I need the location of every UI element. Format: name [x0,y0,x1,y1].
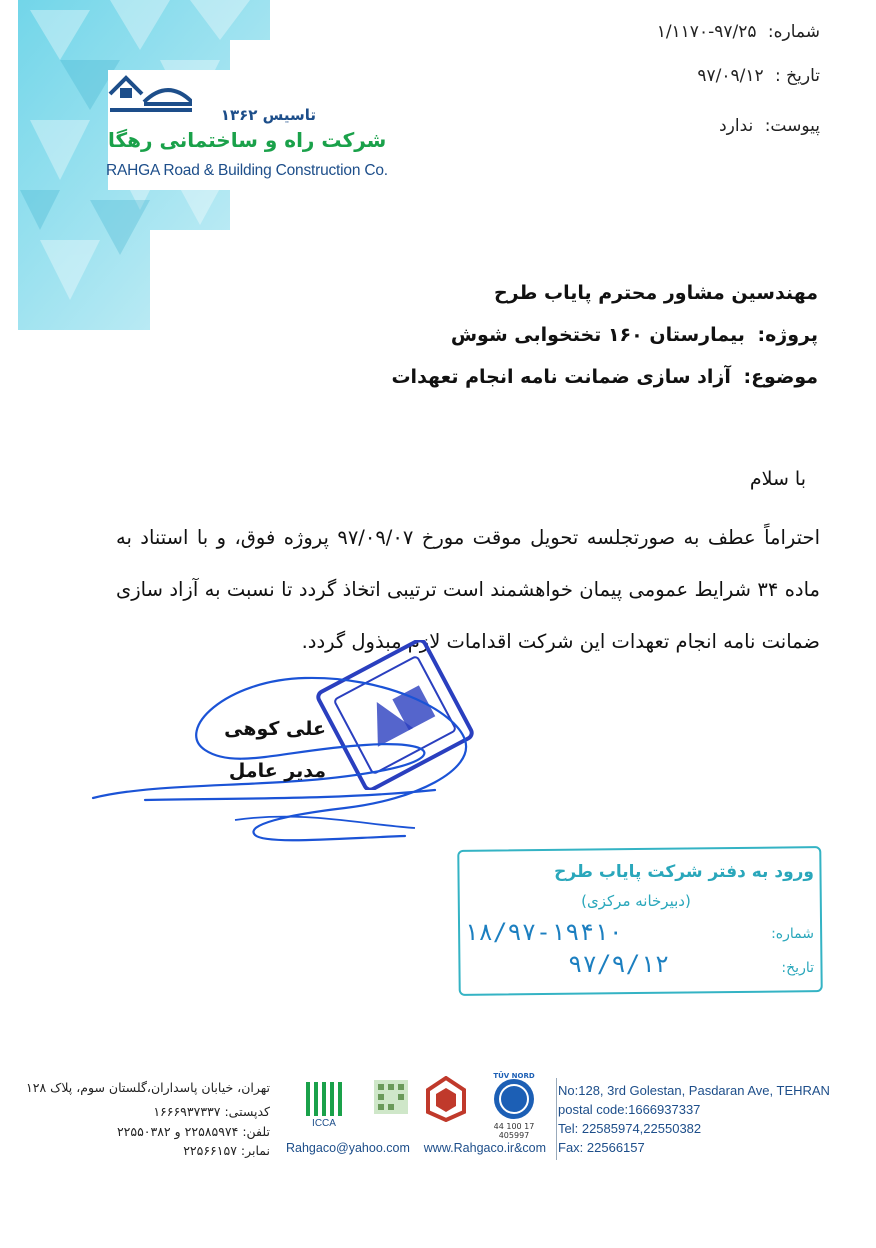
footer-divider [556,1078,557,1160]
letter-subject [258,366,818,388]
footer-email[interactable]: Rahgaco@yahoo.com [286,1141,410,1155]
letter-attachment-label: پیوست: [764,116,820,136]
receipt-date-handwritten: ۹۷/۹/۱۲ [568,950,670,978]
footer-address-fa: تهران، خیابان پاسداران،گلستان سوم، پلاک ۱۲۸ [26,1080,270,1095]
signatory-title: مدیر عامل [228,760,326,782]
letter-date-value: ۹۷/۰۹/۱۲ [697,66,764,86]
company-name-en: RAHGA Road & Building Construction Co. [106,162,388,179]
receipt-stamp-subtitle: (دبیرخانه مرکزی) [581,892,691,910]
receipt-date-label: تاریخ: [781,960,814,976]
rahga-logo-icon [108,72,192,114]
letter-date-label: تاریخ : [775,66,820,86]
footer-tel-en: Tel: 22585974,22550382 [558,1121,702,1136]
letter-number-value: ۹۷/۲۵-۱/۱۱۷۰ [656,22,757,42]
footer-tel-fa: تلفن: ۲۲۵۸۵۹۷۴ و ۲۲۵۵۰۳۸۲ [116,1124,270,1139]
footer-web-contacts [286,1141,556,1155]
icca-logo-icon [302,1076,346,1132]
letter-number-label: شماره: [767,22,820,42]
letter-subject-value: آزاد سازی ضمانت نامه انجام تعهدات [391,366,731,388]
receipt-stamp [458,848,822,994]
letter-attachment-value: ندارد [719,116,754,136]
footer-fax-fa: نمابر: ۲۲۵۶۶۱۵۷ [183,1143,270,1158]
letter-body: احتراماً عطف به صورتجلسه تحویل موقت مورخ ۹۷/۰۹/۰۷ پروژه فوق، و با استناد به ماده ۳۴ شرایط عمومی پیمان خواهشمند است ترتیبی اتخاذ گردد تا نسبت به آزاد سازی ضمانت نامه انجام تعهدات این شرکت اقدامات لازم مبذول گردد. [116,526,820,653]
footer-website[interactable]: www.Rahgaco.ir&com [423,1141,547,1155]
iso-logo-number: 44 100 17 405997 [493,1122,535,1140]
footer-fax-en: Fax: 22566157 [558,1140,645,1155]
receipt-number-label: شماره: [771,926,814,942]
footer-address-en: No:128, 3rd Golestan, Pasdaran Ave, TEHRAN [558,1083,830,1098]
letter-project [258,324,818,346]
receipt-number-handwritten: ۱۸/۹۷-۱۹۴۱۰ [464,918,623,946]
footer-postal-fa: کدپستی: ۱۶۶۶۹۳۷۳۳۷ [153,1104,270,1119]
receipt-stamp-title: ورود به دفتر شرکت پایاب طرح [554,862,814,882]
letter-addressee: مهندسین مشاور محترم پایاب طرح [493,282,818,304]
handwritten-signature [85,650,515,850]
iso-logo-label: TÜV NORD [493,1072,535,1080]
association-logo-icon [366,1076,416,1132]
company-name-fa: شرکت راه و ساختمانی رهگا [108,128,387,152]
iso-certification-logo-icon [486,1072,542,1140]
letter-attachment [520,116,820,136]
letter-greeting: با سلام [749,468,806,490]
letter-number [520,22,820,42]
letter-project-value: بیمارستان ۱۶۰ تختخوابی شوش [450,324,745,346]
signatory-name: علی کوهی [224,718,326,740]
icca-logo-label: ICCA [312,1118,336,1129]
letter-date [520,66,820,86]
company-founded: تاسیس ۱۳۶۲ [220,106,316,124]
letter-project-label: پروژه: [757,324,818,346]
footer-postal-en: postal code:1666937337 [558,1102,701,1117]
engineers-society-logo-icon [418,1076,474,1132]
letter-subject-label: موضوع: [743,366,818,388]
